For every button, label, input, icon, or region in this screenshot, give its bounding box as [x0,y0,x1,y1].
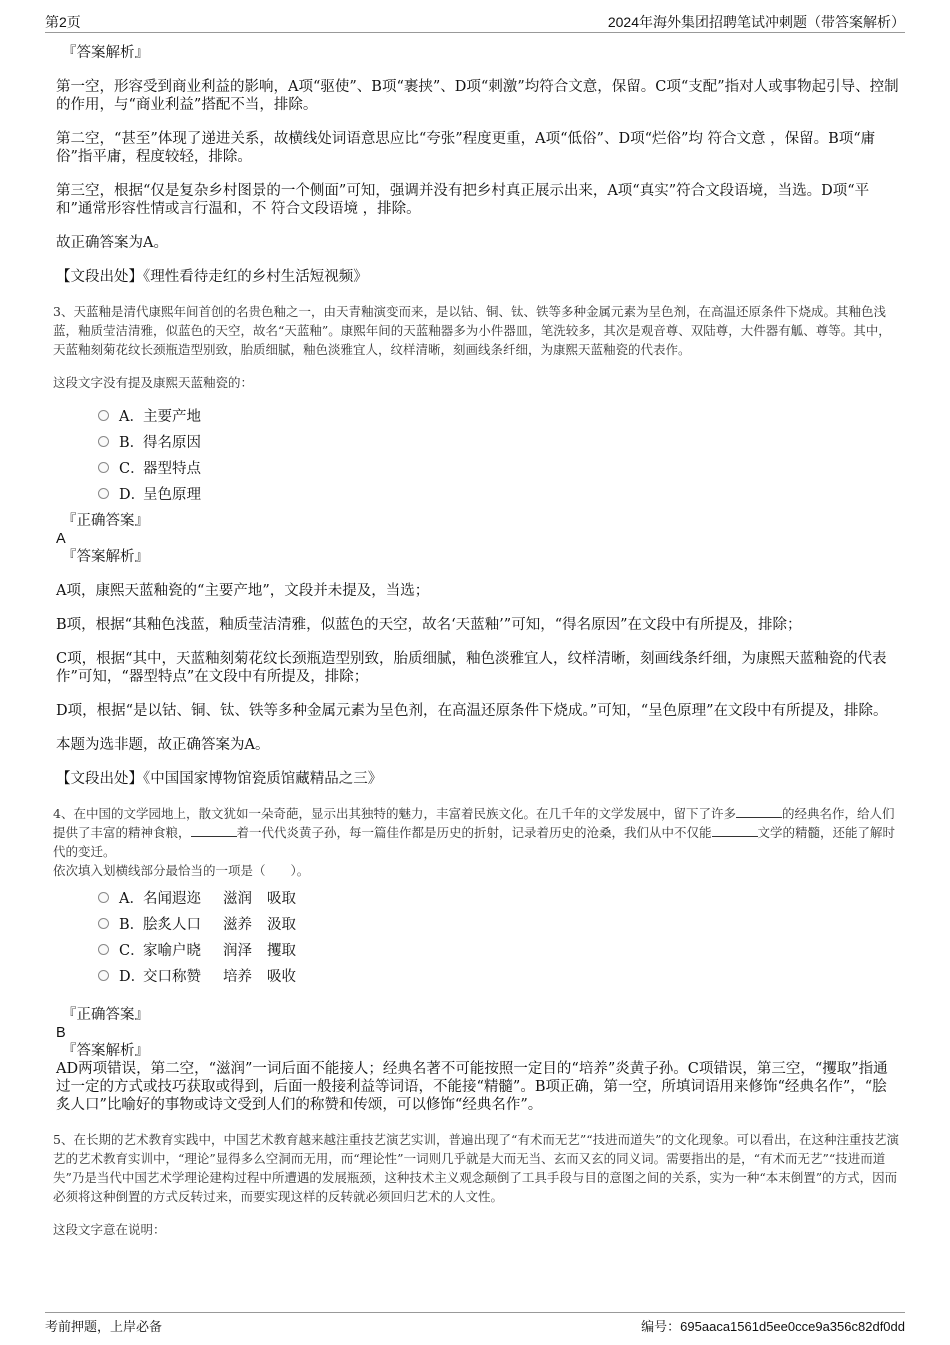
radio-icon[interactable] [98,462,109,473]
q2-analysis-blank1: 第一空，形容受到商业利益的影响，A项“驱使”、B项“裹挟”、D项“刺激”均符合文意，保留。C项“支配”指对人或事物起引导、控制的作用，与“商业利益”搭配不当，排除。 [56,79,899,113]
q4-option-b[interactable]: B． 脍炙人口 滋养 汲取 [98,910,901,936]
q2-source: 【文段出处】《理性看待走红的乡村生活短视频》 [56,269,368,285]
q4-answer-label: 『正确答案』 [62,1007,149,1023]
q3-answer: A [56,531,66,547]
radio-icon[interactable] [98,436,109,447]
q3-option-d[interactable]: D． 呈色原理 [98,480,901,506]
radio-icon[interactable] [98,410,109,421]
blank-line [712,824,758,837]
blank-line [736,805,782,818]
q3-analysis-label: 『答案解析』 [62,549,149,565]
q4-option-a[interactable]: A． 名闻遐迩 滋润 吸取 [98,884,901,910]
q2-conclusion: 故正确答案为A。 [56,235,168,251]
document-body [53,44,901,1239]
q3-question: 这段文字没有提及康熙天蓝釉瓷的： [53,375,254,390]
q4-option-c[interactable]: C． 家喻户晓 润泽 攫取 [98,936,901,962]
q4-options [98,884,901,988]
q3-options [98,402,901,506]
q4-answer: B [56,1025,66,1041]
q3-option-b[interactable]: B． 得名原因 [98,428,901,454]
q4-analysis-label: 『答案解析』 [62,1043,149,1059]
q4-stem: 4、在中国的文学园地上，散文犹如一朵奇葩，显示出其独特的魅力，丰富着民族文化。在几千年的文学发展中，留下了许多 的经典名作，给人们提供了丰富的精神食粮， 着一代代炎黄子孙，每一篇佳作都是历史的折射，记录着历史的沧桑，我们从中不仅能 文学的精髓，还能了解时代的变迁。 [53,806,896,859]
q4-option-d[interactable]: D． 交口称赞 培养 吸收 [98,962,901,988]
q3-option-a[interactable]: A． 主要产地 [98,402,901,428]
q3-conclusion: 本题为选非题，故正确答案为A。 [56,737,270,753]
q4-analysis: AD两项错误，第二空，“滋润”一词后面不能接人；经典名著不可能按照一定目的“培养”炎黄子孙。C项错误，第三空，“攫取”指通过一定的方式或技巧获取或得到，后面一般接利益等词语，不能接“精髓”。B项正确，第一空，所填词语用来修饰“经典名作”，“脍炙人口”比喻好的事物或诗文受到人们的称赞和传颂，可以修饰“经典名作”。 [56,1061,888,1113]
radio-icon[interactable] [98,892,109,903]
footer-slogan: 考前押题，上岸必备 [45,1320,163,1335]
q2-analysis-blank3: 第三空，根据“仅是复杂乡村图景的一个侧面”可知，强调并没有把乡村真正展示出来，A项“真实”符合文段语境，当选。D项“平和”通常形容性情或言行温和，不 符合文段语境 ，排除。 [56,183,870,217]
radio-icon[interactable] [98,970,109,981]
page-number: 第2页 [45,14,81,30]
q5-question: 这段文字意在说明： [53,1222,166,1237]
radio-icon[interactable] [98,944,109,955]
q3-analysis-c: C项，根据“其中，天蓝釉刻菊花纹长颈瓶造型别致，胎质细腻，釉色淡雅宜人，纹样清晰，刻画线条纤细，为康熙天蓝釉瓷的代表作”可知，“器型特点”在文段中有所提及，排除； [56,651,887,685]
radio-icon[interactable] [98,488,109,499]
q3-analysis-a: A项，康熙天蓝釉瓷的“主要产地”，文段并未提及，当选； [56,583,430,599]
q3-answer-label: 『正确答案』 [62,513,149,529]
document-title: 2024年海外集团招聘笔试冲刺题（带答案解析） [607,14,905,30]
q2-analysis-label: 『答案解析』 [62,45,149,61]
blank-line [191,824,237,837]
q3-option-c[interactable]: C． 器型特点 [98,454,901,480]
document-code: 编号：695aaca1561d5ee0cce9a356c82df0dd [641,1319,905,1334]
q3-analysis-d: D项，根据“是以钴、铜、钛、铁等多种金属元素为呈色剂，在高温还原条件下烧成。”可知，“呈色原理”在文段中有所提及，排除。 [56,703,888,719]
page-header [45,12,905,33]
q3-source: 【文段出处】《中国国家博物馆瓷质馆藏精品之三》 [56,771,383,787]
q2-analysis-blank2: 第二空，“甚至”体现了递进关系，故横线处词语意思应比“夸张”程度更重，A项“低俗”、D项“烂俗”均 符合文意 ，保留。B项“庸俗”指平庸，程度较轻，排除。 [56,131,876,165]
q3-analysis-b: B项，根据“其釉色浅蓝，釉质莹洁清雅，似蓝色的天空，故名‘天蓝釉’”可知，“得名原因”在文段中有所提及，排除； [56,617,802,633]
q5-stem: 5、在长期的艺术教育实践中，中国艺术教育越来越注重技艺演艺实训，普遍出现了“有术而无艺”“技进而道失”的文化现象。可以看出，在这种注重技艺演艺的艺术教育实训中，“理论”显得多么空洞而无用，而“理论性”一词则几乎就是大而无当、玄而又玄的同义词。需要指出的是，“有术而无艺”“技进而道失”乃是当代中国艺术学理论建构过程中所遭遇的发展瓶颈，这种技术主义观念颠倒了工具手段与目的意图之间的关系，实为一种“本末倒置”的方式，因而必须将这种倒置的方式反转过来，而要实现这样的反转就必须回归艺术的人文性。 [53,1132,900,1204]
q4-question: 依次填入划横线部分最恰当的一项是（ ）。 [53,863,310,878]
page-footer [45,1312,905,1338]
q3-stem: 3、天蓝釉是清代康熙年间首创的名贵色釉之一，由天青釉演变而来，是以钴、铜、钛、铁等多种金属元素为呈色剂，在高温还原条件下烧成。其釉色浅蓝，釉质莹洁清雅，似蓝色的天空，故名“天蓝釉”。康熙年间的天蓝釉器多为小件器皿，笔洗较多，其次是观音尊、双陆尊，大件器有觚、尊等。其中，天蓝釉刻菊花纹长颈瓶造型别致，胎质细腻，釉色淡雅宜人，纹样清晰，刻画线条纤细，为康熙天蓝釉瓷的代表作。 [53,304,891,357]
radio-icon[interactable] [98,918,109,929]
